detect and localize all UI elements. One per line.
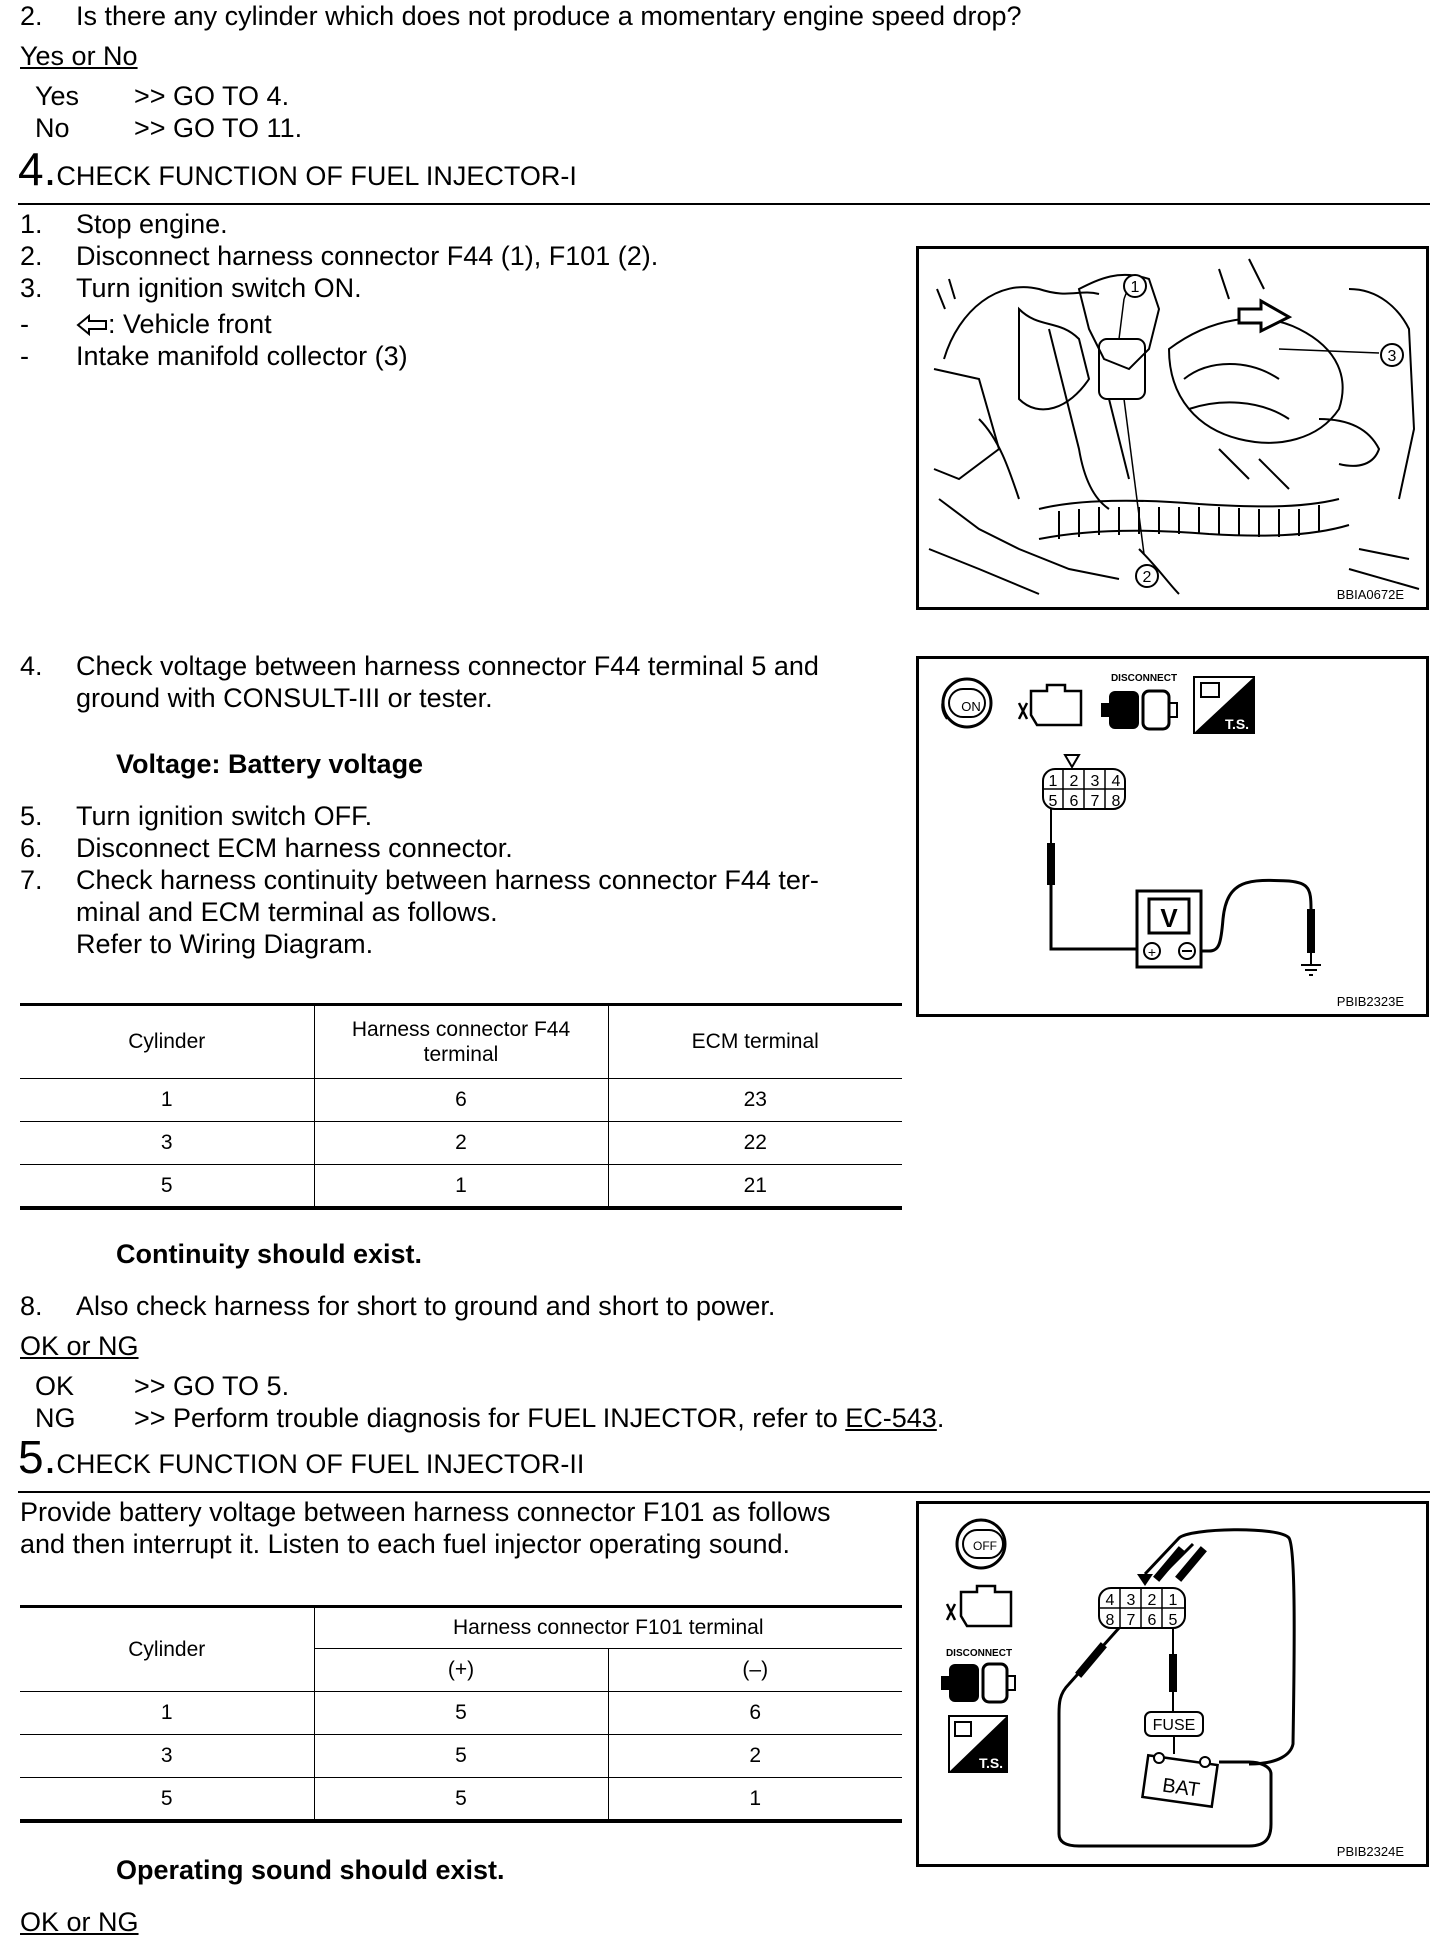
disconnect-icon <box>1101 691 1177 729</box>
svg-text:V: V <box>1160 903 1178 933</box>
injector-test-table <box>20 1605 902 1823</box>
goto-11-link[interactable]: >> GO TO 11. <box>134 113 303 143</box>
ng-action: >> Perform trouble diagnosis for FUEL INJECTOR, refer to EC-543. <box>134 1403 945 1433</box>
svg-text:2: 2 <box>1069 773 1079 790</box>
svg-text:3: 3 <box>1387 348 1397 365</box>
wiring-diagram-ref: Refer to Wiring Diagram. <box>76 929 374 959</box>
step-4-title: CHECK FUNCTION OF FUEL INJECTOR-I <box>56 161 577 191</box>
disconnect-label: DISCONNECT <box>945 1648 1013 1659</box>
item-text: Turn ignition switch OFF. <box>76 801 373 831</box>
item-number: 1. <box>20 209 43 239</box>
ignition-off-icon <box>957 1520 1005 1568</box>
item-text: Disconnect ECM harness connector. <box>76 833 513 863</box>
item-text: Intake manifold collector (3) <box>76 341 408 371</box>
item-number: 2. <box>20 241 43 271</box>
item-text: Disconnect harness connector F44 (1), F101 (2). <box>76 241 659 271</box>
svg-text:6: 6 <box>1069 793 1079 810</box>
item-text-continued: minal and ECM terminal as follows. <box>76 897 498 927</box>
svg-text:3: 3 <box>1126 1592 1136 1609</box>
item-text: : Vehicle front <box>76 308 272 340</box>
svg-text:3: 3 <box>1090 773 1100 790</box>
divider <box>18 203 1430 205</box>
disconnect-icon <box>941 1664 1015 1702</box>
svg-text:BAT: BAT <box>1160 1774 1202 1802</box>
svg-text:1: 1 <box>1048 773 1058 790</box>
svg-text:8: 8 <box>1111 793 1121 810</box>
cell: 1 <box>20 1079 314 1122</box>
cell: 1 <box>608 1778 902 1821</box>
cell: 6 <box>314 1079 608 1122</box>
svg-text:ON: ON <box>961 699 981 714</box>
cell: 5 <box>314 1692 608 1735</box>
svg-text:2: 2 <box>1142 569 1152 586</box>
injector-test-diagram <box>919 1504 1426 1864</box>
svg-text:4: 4 <box>1105 1592 1115 1609</box>
engine-illustration <box>919 249 1426 607</box>
harness-connector-f101 <box>1099 1574 1185 1629</box>
item-bullet: - <box>20 309 29 339</box>
ts-icon <box>949 1716 1007 1772</box>
table-row <box>20 1735 902 1778</box>
step-5-title: CHECK FUNCTION OF FUEL INJECTOR-II <box>56 1449 585 1479</box>
table-row <box>20 1122 902 1165</box>
vehicle-front-arrow-icon <box>76 314 108 336</box>
cell: 1 <box>314 1165 608 1208</box>
svg-text:+: + <box>1147 944 1157 960</box>
step-5-heading <box>18 1431 585 1483</box>
item-number: 4. <box>20 651 43 681</box>
injector-test-figure <box>916 1501 1429 1867</box>
cell: 5 <box>314 1778 608 1821</box>
cell: 21 <box>608 1165 902 1208</box>
item-number: 3. <box>20 273 43 303</box>
svg-text:2: 2 <box>1147 1592 1157 1609</box>
table-header-plus: (+) <box>314 1649 608 1692</box>
svg-text:1: 1 <box>1168 1592 1178 1609</box>
table-row <box>20 1778 902 1821</box>
engine-icon <box>947 1586 1011 1626</box>
table-header-minus: (–) <box>608 1649 902 1692</box>
table-header: Harness connector F101 terminal <box>314 1607 902 1649</box>
svg-text:8: 8 <box>1105 1612 1115 1629</box>
step-5-number: 5. <box>18 1431 57 1483</box>
voltmeter <box>1137 891 1201 967</box>
continuity-spec: Continuity should exist. <box>116 1239 423 1269</box>
item-text: Also check harness for short to ground and short to power. <box>76 1291 776 1321</box>
table-header: Harness connector F44 terminal <box>314 1005 608 1079</box>
table-header: Cylinder <box>20 1005 314 1079</box>
item-number: 6. <box>20 833 43 863</box>
cell: 2 <box>608 1735 902 1778</box>
engine-icon <box>1019 685 1081 725</box>
voltage-spec: Voltage: Battery voltage <box>116 749 424 779</box>
ts-icon <box>1194 677 1254 733</box>
item-text: Turn ignition switch ON. <box>76 273 362 303</box>
svg-text:OFF: OFF <box>973 1539 997 1553</box>
item-number: 7. <box>20 865 43 895</box>
goto-4-link[interactable]: >> GO TO 4. <box>134 81 290 111</box>
divider <box>18 1491 1430 1493</box>
item-text: Check harness continuity between harness connector F44 ter- <box>76 865 819 895</box>
cell: 1 <box>20 1692 314 1735</box>
cell: 3 <box>20 1122 314 1165</box>
ok-or-ng-label: OK or NG <box>20 1907 139 1937</box>
ok-key: OK <box>35 1371 75 1401</box>
table-row <box>20 1079 902 1122</box>
item-number: 5. <box>20 801 43 831</box>
cell: 23 <box>608 1079 902 1122</box>
step-4-heading <box>18 143 577 195</box>
svg-text:7: 7 <box>1090 793 1100 810</box>
table-header: ECM terminal <box>608 1005 902 1079</box>
cell: 5 <box>314 1735 608 1778</box>
voltage-check-diagram <box>919 659 1426 1014</box>
voltage-check-figure <box>916 656 1429 1017</box>
figure-code: PBIB2324E <box>1336 1844 1404 1860</box>
question-text: Is there any cylinder which does not produce a momentary engine speed drop? <box>76 1 1022 31</box>
ng-key: NG <box>35 1403 76 1433</box>
item-bullet: - <box>20 341 29 371</box>
table-row <box>20 1692 902 1735</box>
cell: 6 <box>608 1692 902 1735</box>
question-number: 2. <box>20 1 43 31</box>
svg-text:5: 5 <box>1048 793 1058 810</box>
fuse-label: FUSE <box>1152 1717 1196 1734</box>
figure-code: BBIA0672E <box>1336 587 1404 603</box>
item-text: Stop engine. <box>76 209 228 239</box>
operating-sound-spec: Operating sound should exist. <box>116 1855 505 1885</box>
ec-543-link[interactable]: EC-543 <box>845 1403 937 1433</box>
goto-5-link[interactable]: >> GO TO 5. <box>134 1371 290 1401</box>
figure-code: PBIB2323E <box>1336 994 1404 1010</box>
table-header: Cylinder <box>20 1607 314 1692</box>
no-key: No <box>35 113 70 143</box>
disconnect-label: DISCONNECT <box>1110 673 1178 684</box>
svg-text:6: 6 <box>1147 1612 1157 1629</box>
yes-key: Yes <box>35 81 80 111</box>
cell: 2 <box>314 1122 608 1165</box>
cell: 3 <box>20 1735 314 1778</box>
ignition-on-icon <box>942 679 991 727</box>
item-text-continued: ground with CONSULT-III or tester. <box>76 683 493 713</box>
svg-text:T.S.: T.S. <box>978 1755 1004 1771</box>
intro-text-continued: and then interrupt it. Listen to each fuel injector operating sound. <box>20 1529 791 1559</box>
step-4-number: 4. <box>18 143 57 195</box>
engine-bay-figure <box>916 246 1429 610</box>
table-row <box>20 1165 902 1208</box>
harness-connector-f44 <box>1043 755 1125 810</box>
yes-or-no-label: Yes or No <box>20 41 138 71</box>
item-text: Check voltage between harness connector F44 terminal 5 and <box>76 651 819 681</box>
ok-or-ng-label: OK or NG <box>20 1331 139 1361</box>
svg-text:5: 5 <box>1168 1612 1178 1629</box>
svg-text:4: 4 <box>1111 773 1121 790</box>
svg-text:1: 1 <box>1130 279 1140 296</box>
cell: 22 <box>608 1122 902 1165</box>
cell: 5 <box>20 1165 314 1208</box>
svg-text:7: 7 <box>1126 1612 1136 1629</box>
cell: 5 <box>20 1778 314 1821</box>
svg-text:T.S.: T.S. <box>1224 716 1250 732</box>
battery <box>1142 1753 1217 1807</box>
continuity-table <box>20 1003 902 1210</box>
item-number: 8. <box>20 1291 43 1321</box>
intro-text: Provide battery voltage between harness connector F101 as follows <box>20 1497 831 1527</box>
